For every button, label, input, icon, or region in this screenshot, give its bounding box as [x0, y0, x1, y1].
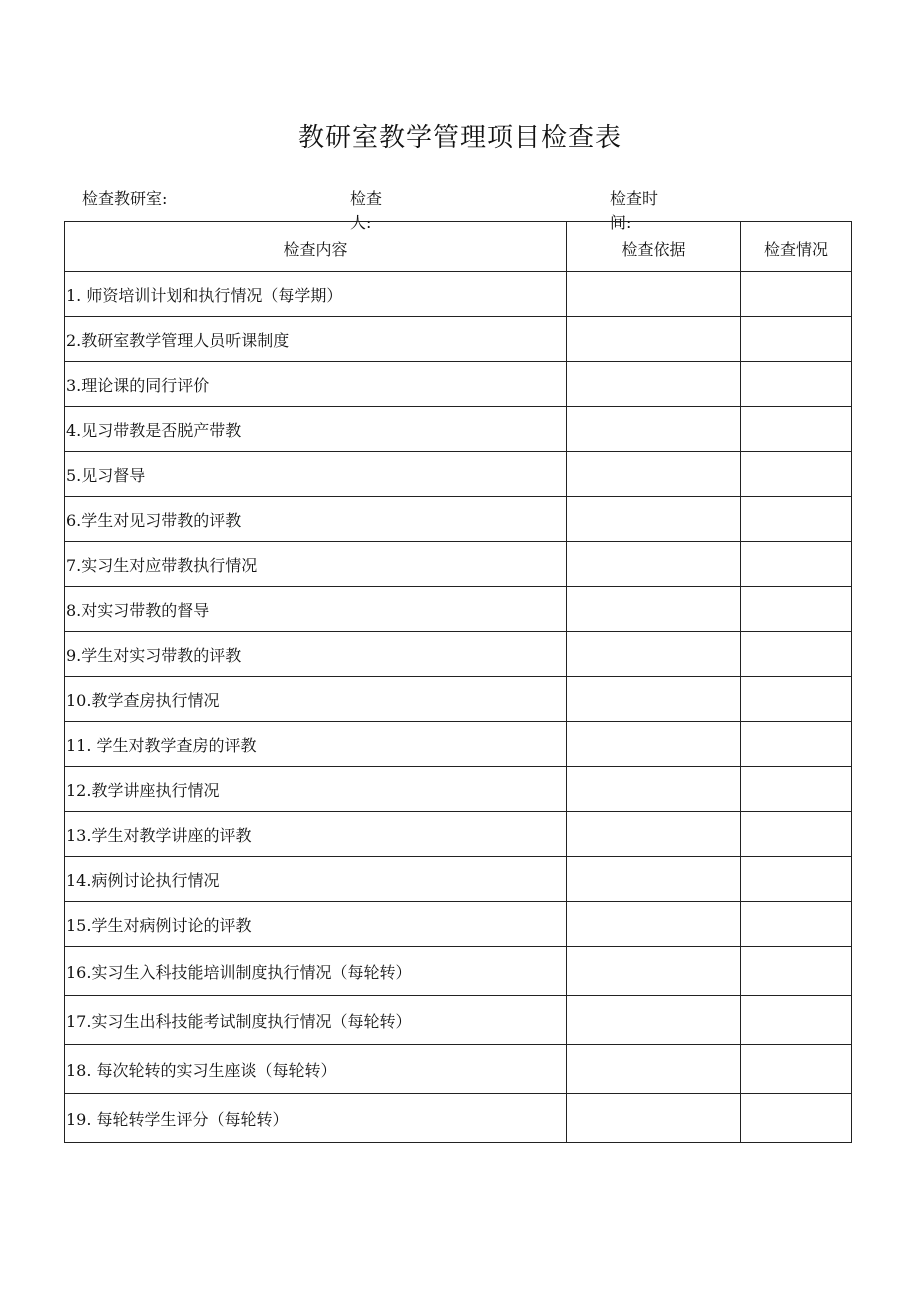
header-status: 检查情况 [741, 222, 852, 272]
table-row [65, 996, 852, 1045]
check-basis-cell[interactable] [567, 497, 741, 542]
table-row [65, 722, 852, 767]
check-status-cell[interactable] [741, 677, 852, 722]
check-status-cell[interactable] [741, 812, 852, 857]
check-item-content: 17.实习生出科技能考试制度执行情况（每轮转） [65, 996, 567, 1045]
check-status-cell[interactable] [741, 902, 852, 947]
table-row [65, 947, 852, 996]
check-basis-cell[interactable] [567, 1094, 741, 1143]
table-row [65, 362, 852, 407]
check-status-cell[interactable] [741, 542, 852, 587]
check-status-cell[interactable] [741, 452, 852, 497]
check-status-cell[interactable] [741, 1094, 852, 1143]
table-row [65, 317, 852, 362]
check-basis-cell[interactable] [567, 812, 741, 857]
inspection-time-label: 检查时间: [610, 189, 659, 232]
check-basis-cell[interactable] [567, 1045, 741, 1094]
check-item-content: 15.学生对病例讨论的评教 [65, 902, 567, 947]
check-basis-cell[interactable] [567, 542, 741, 587]
check-item-content: 3.理论课的同行评价 [65, 362, 567, 407]
check-basis-cell[interactable] [567, 317, 741, 362]
check-basis-cell[interactable] [567, 632, 741, 677]
check-basis-cell[interactable] [567, 857, 741, 902]
table-row [65, 1045, 852, 1094]
check-status-cell[interactable] [741, 317, 852, 362]
table-row [65, 902, 852, 947]
check-basis-cell[interactable] [567, 677, 741, 722]
check-status-cell[interactable] [741, 497, 852, 542]
header-content: 检查内容 [65, 222, 567, 272]
check-status-cell[interactable] [741, 272, 852, 317]
check-item-content: 7.实习生对应带教执行情况 [65, 542, 567, 587]
table-row [65, 767, 852, 812]
table-body [65, 272, 852, 1143]
check-basis-cell[interactable] [567, 902, 741, 947]
table-row [65, 497, 852, 542]
check-item-content: 4.见习带教是否脱产带教 [65, 407, 567, 452]
table-row [65, 452, 852, 497]
check-item-content: 5.见习督导 [65, 452, 567, 497]
inspector-label: 检查人: [350, 189, 383, 232]
table-header-row [65, 222, 852, 272]
check-status-cell[interactable] [741, 362, 852, 407]
table-row [65, 587, 852, 632]
check-item-content: 9.学生对实习带教的评教 [65, 632, 567, 677]
check-status-cell[interactable] [741, 587, 852, 632]
page-title: 教研室教学管理项目检查表 [297, 123, 622, 153]
check-item-content: 10.教学查房执行情况 [65, 677, 567, 722]
table-row [65, 677, 852, 722]
check-item-content: 18. 每次轮转的实习生座谈（每轮转） [65, 1045, 567, 1094]
inspected-room-label: 检查教研室: [82, 189, 168, 208]
table-row [65, 812, 852, 857]
header-basis: 检查依据 [567, 222, 741, 272]
check-status-cell[interactable] [741, 767, 852, 812]
check-basis-cell[interactable] [567, 272, 741, 317]
inspection-table [64, 221, 852, 1143]
check-status-cell[interactable] [741, 857, 852, 902]
check-basis-cell[interactable] [567, 767, 741, 812]
check-basis-cell[interactable] [567, 996, 741, 1045]
check-status-cell[interactable] [741, 947, 852, 996]
check-item-content: 12.教学讲座执行情况 [65, 767, 567, 812]
check-basis-cell[interactable] [567, 947, 741, 996]
check-item-content: 8.对实习带教的督导 [65, 587, 567, 632]
table-row [65, 542, 852, 587]
table-row [65, 272, 852, 317]
table-row [65, 1094, 852, 1143]
check-status-cell[interactable] [741, 722, 852, 767]
check-item-content: 19. 每轮转学生评分（每轮转） [65, 1094, 567, 1143]
check-item-content: 1. 师资培训计划和执行情况（每学期） [65, 272, 567, 317]
check-basis-cell[interactable] [567, 722, 741, 767]
check-basis-cell[interactable] [567, 362, 741, 407]
check-basis-cell[interactable] [567, 452, 741, 497]
check-item-content: 13.学生对教学讲座的评教 [65, 812, 567, 857]
table-row [65, 857, 852, 902]
check-status-cell[interactable] [741, 407, 852, 452]
check-item-content: 11. 学生对教学查房的评教 [65, 722, 567, 767]
check-item-content: 2.教研室教学管理人员听课制度 [65, 317, 567, 362]
table-row [65, 407, 852, 452]
check-item-content: 6.学生对见习带教的评教 [65, 497, 567, 542]
check-basis-cell[interactable] [567, 587, 741, 632]
check-status-cell[interactable] [741, 996, 852, 1045]
table-row [65, 632, 852, 677]
check-item-content: 14.病例讨论执行情况 [65, 857, 567, 902]
check-status-cell[interactable] [741, 1045, 852, 1094]
check-basis-cell[interactable] [567, 407, 741, 452]
check-status-cell[interactable] [741, 632, 852, 677]
check-item-content: 16.实习生入科技能培训制度执行情况（每轮转） [65, 947, 567, 996]
